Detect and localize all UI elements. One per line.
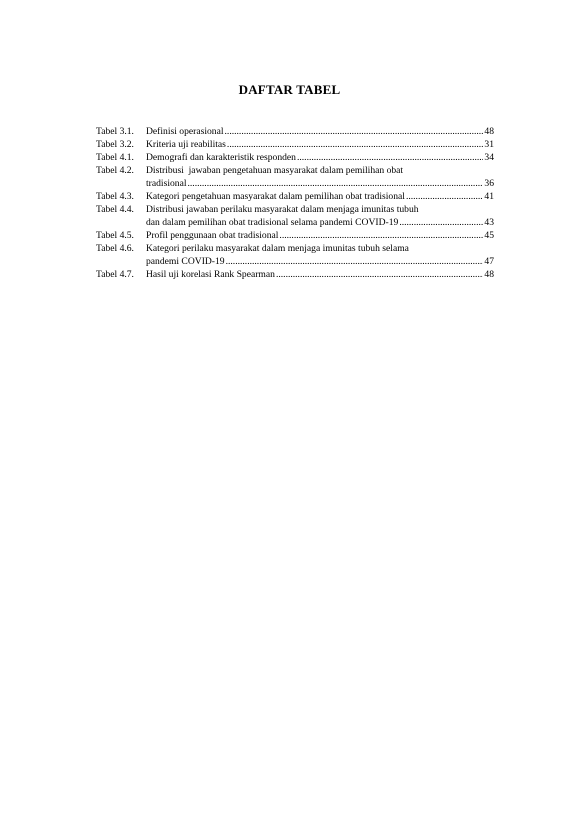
entry-page-number: 45: [484, 230, 494, 241]
dot-leader: [227, 138, 483, 151]
page-title: DAFTAR TABEL: [238, 82, 341, 97]
entry-label: Tabel 4.7.: [96, 269, 134, 280]
entry-page-number: 36: [484, 178, 494, 189]
entry-title-continued: tradisional: [146, 178, 187, 189]
entry-title: Kriteria uji reabilitas: [146, 139, 226, 150]
entry-title: Demografi dan karakteristik responden: [146, 152, 296, 163]
toc-entry-4-6[interactable]: [96, 242, 494, 268]
toc-entry-4-4[interactable]: [96, 203, 494, 229]
dot-leader: [279, 229, 483, 242]
dot-leader: [188, 177, 484, 190]
entry-label: Tabel 3.1.: [96, 126, 134, 137]
entry-title: Hasil uji korelasi Rank Spearman: [146, 269, 275, 280]
toc-entry-3-1[interactable]: [96, 125, 494, 138]
entry-page-number: 48: [484, 126, 494, 137]
toc-entry-4-2[interactable]: [96, 164, 494, 190]
entry-page-number: 34: [484, 152, 494, 163]
entry-label: Tabel 4.4.: [96, 204, 134, 215]
entry-page-number: 41: [484, 191, 494, 202]
dot-leader: [226, 255, 484, 268]
entry-title: Kategori pengetahuan masyarakat dalam pemilihan obat tradisional: [146, 191, 405, 202]
dot-leader: [297, 151, 483, 164]
entry-title: Distribusi jawaban perilaku masyarakat dalam menjaga imunitas tubuh: [146, 204, 419, 215]
toc-entry-4-5[interactable]: [96, 229, 494, 242]
toc-entry-4-1[interactable]: [96, 151, 494, 164]
dot-leader: [276, 268, 483, 281]
entry-title-continued: dan dalam pemilihan obat tradisional selama pandemi COVID-19: [146, 217, 399, 228]
entry-title-continued: pandemi COVID-19: [146, 256, 225, 267]
entry-label: Tabel 4.3.: [96, 191, 134, 202]
entry-label: Tabel 3.2.: [96, 139, 134, 150]
entry-label: Tabel 4.2.: [96, 165, 134, 176]
entry-title: Distribusi jawaban pengetahuan masyarakat dalam pemilihan obat: [146, 165, 404, 176]
entry-title: Definisi operasional: [146, 126, 224, 137]
entry-page-number: 47: [484, 256, 494, 267]
dot-leader: [225, 125, 484, 138]
entry-label: Tabel 4.6.: [96, 243, 134, 254]
dot-leader: [399, 216, 483, 229]
entry-title: Profil penggunaan obat tradisional: [146, 230, 279, 241]
entry-label: Tabel 4.1.: [96, 152, 134, 163]
table-of-tables: [96, 125, 494, 281]
entry-page-number: 31: [484, 139, 494, 150]
entry-title: Kategori perilaku masyarakat dalam menjaga imunitas tubuh selama: [146, 243, 409, 254]
dot-leader: [406, 190, 483, 203]
toc-entry-3-2[interactable]: [96, 138, 494, 151]
entry-label: Tabel 4.5.: [96, 230, 134, 241]
entry-page-number: 48: [484, 269, 494, 280]
entry-page-number: 43: [484, 217, 494, 228]
toc-entry-4-3[interactable]: [96, 190, 494, 203]
toc-entry-4-7[interactable]: [96, 268, 494, 281]
